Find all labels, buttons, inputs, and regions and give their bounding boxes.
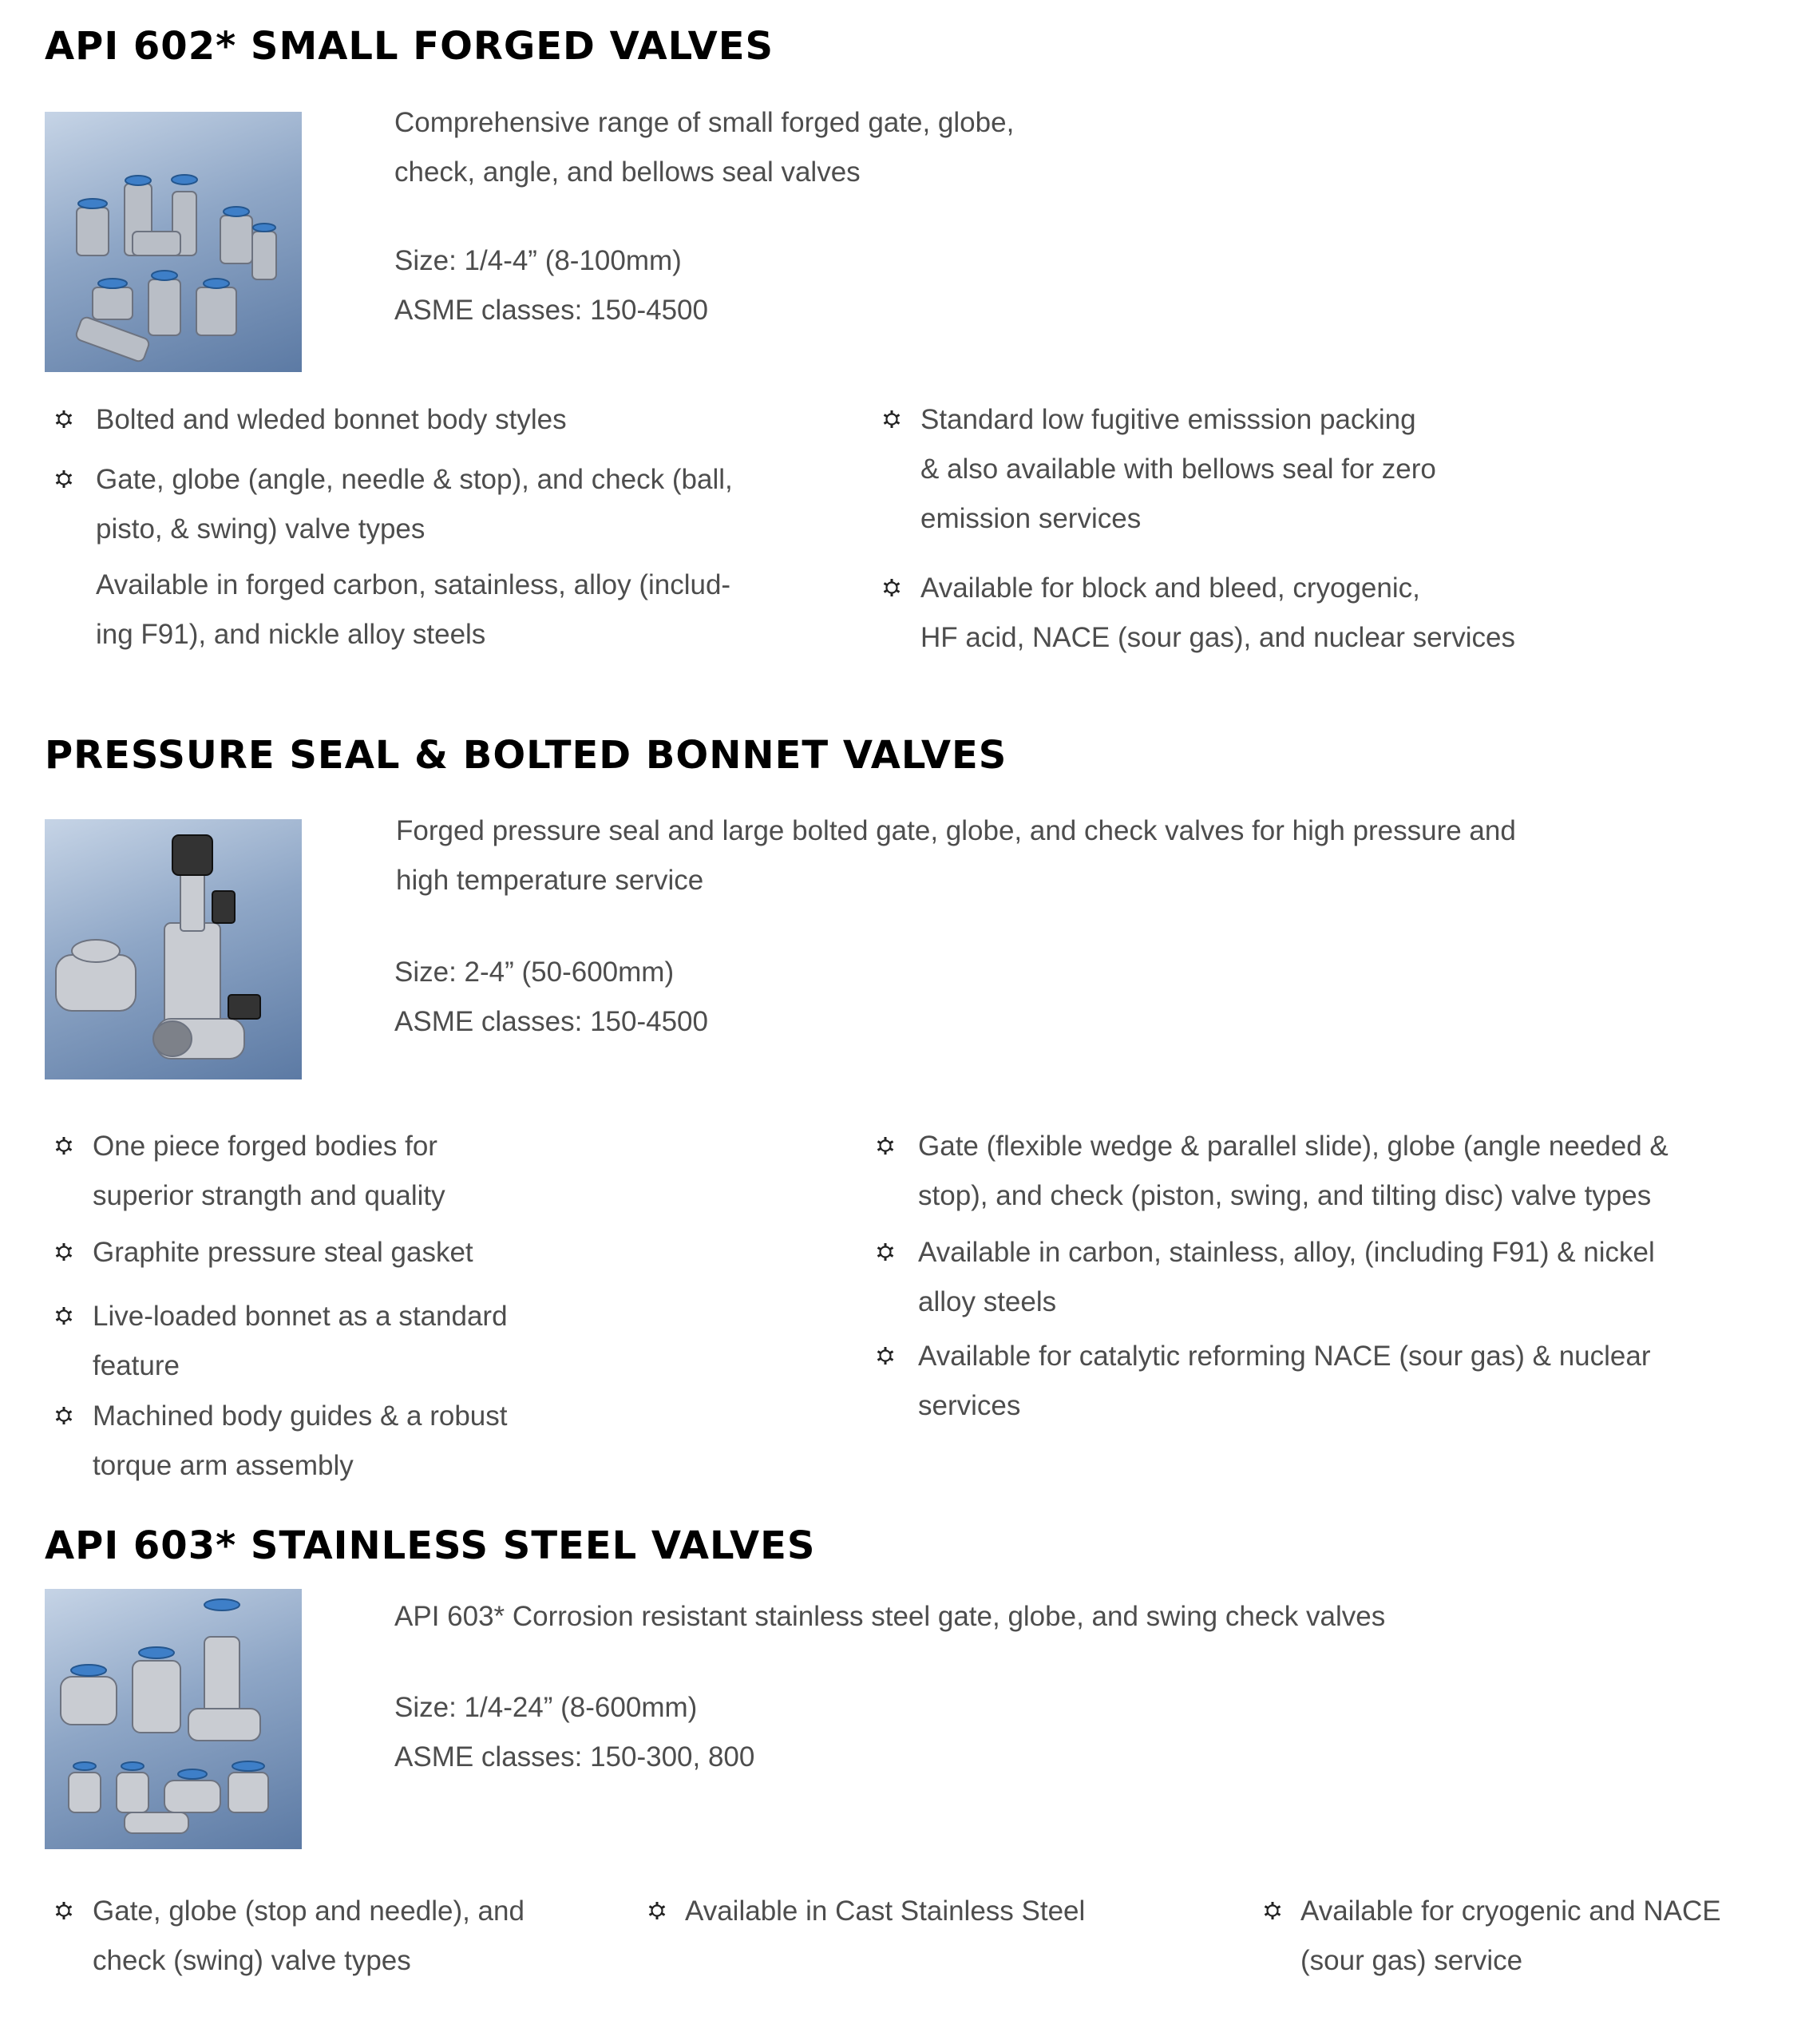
gear-bullet-icon — [882, 410, 901, 429]
list-item: Machined body guides & a robust torque arm assembly — [93, 1400, 508, 1481]
asme-classes-spec: ASME classes: 150-4500 — [394, 1006, 708, 1037]
section-title: API 603* STAINLESS STEEL VALVES — [45, 1523, 816, 1568]
list-item: Available in Cast Stainless Steel — [685, 1895, 1086, 1927]
asme-classes-spec: ASME classes: 150-300, 800 — [394, 1741, 755, 1773]
stainless-steel-valves-photo — [45, 1589, 302, 1849]
small-forged-valves-photo — [45, 112, 302, 372]
size-spec: Size: 2-4” (50-600mm) — [394, 957, 675, 988]
list-item: Gate, globe (stop and needle), and check (swing) valve types — [93, 1895, 525, 1976]
gear-bullet-icon — [54, 1901, 73, 1920]
list-item: Gate, globe (angle, needle & stop), and check (ball, pisto, & swing) valve types — [96, 464, 733, 545]
gear-bullet-icon — [54, 469, 73, 489]
gear-bullet-icon — [54, 1306, 73, 1325]
asme-classes-spec: ASME classes: 150-4500 — [394, 295, 708, 326]
section-description: Comprehensive range of small forged gate, globe, check, angle, and bellows seal valves — [394, 107, 1015, 188]
list-item: Standard low fugitive emisssion packing & also available with bellows seal for zero emission services — [920, 404, 1436, 534]
list-item: Available in forged carbon, satainless, alloy (includ- ing F91), and nickle alloy steels — [96, 569, 731, 650]
section-description: API 603* Corrosion resistant stainless steel gate, globe, and swing check valves — [394, 1601, 1386, 1632]
size-spec: Size: 1/4-24” (8-600mm) — [394, 1692, 698, 1723]
section-description: Forged pressure seal and large bolted gate, globe, and check valves for high pressure and high temperature service — [396, 815, 1516, 896]
section-title: API 602* SMALL FORGED VALVES — [45, 24, 774, 69]
list-item: Live-loaded bonnet as a standard feature — [93, 1301, 508, 1381]
section-title: PRESSURE SEAL & BOLTED BONNET VALVES — [45, 733, 1007, 778]
gear-bullet-icon — [882, 578, 901, 597]
list-item: Bolted and wleded bonnet body styles — [96, 404, 567, 435]
pressure-seal-valve-photo — [45, 819, 302, 1079]
gear-bullet-icon — [1263, 1901, 1282, 1920]
gear-bullet-icon — [54, 1406, 73, 1425]
list-item: Graphite pressure steal gasket — [93, 1237, 473, 1268]
list-item: Available for catalytic reforming NACE (sour gas) & nuclear services — [918, 1341, 1651, 1421]
list-item: Gate (flexible wedge & parallel slide), globe (angle needed & stop), and check (piston, swing, and tilting disc) valve types — [918, 1131, 1669, 1211]
size-spec: Size: 1/4-4” (8-100mm) — [394, 245, 682, 276]
gear-bullet-icon — [876, 1136, 895, 1155]
list-item: Available for block and bleed, cryogenic, HF acid, NACE (sour gas), and nuclear services — [920, 572, 1515, 653]
gear-bullet-icon — [876, 1242, 895, 1262]
gear-bullet-icon — [54, 410, 73, 429]
list-item: Available in carbon, stainless, alloy, (including F91) & nickel alloy steels — [918, 1237, 1655, 1317]
list-item: Available for cryogenic and NACE (sour gas) service — [1300, 1895, 1721, 1976]
gear-bullet-icon — [647, 1901, 667, 1920]
gear-bullet-icon — [54, 1242, 73, 1262]
gear-bullet-icon — [876, 1346, 895, 1365]
gear-bullet-icon — [54, 1136, 73, 1155]
list-item: One piece forged bodies for superior strangth and quality — [93, 1131, 445, 1211]
